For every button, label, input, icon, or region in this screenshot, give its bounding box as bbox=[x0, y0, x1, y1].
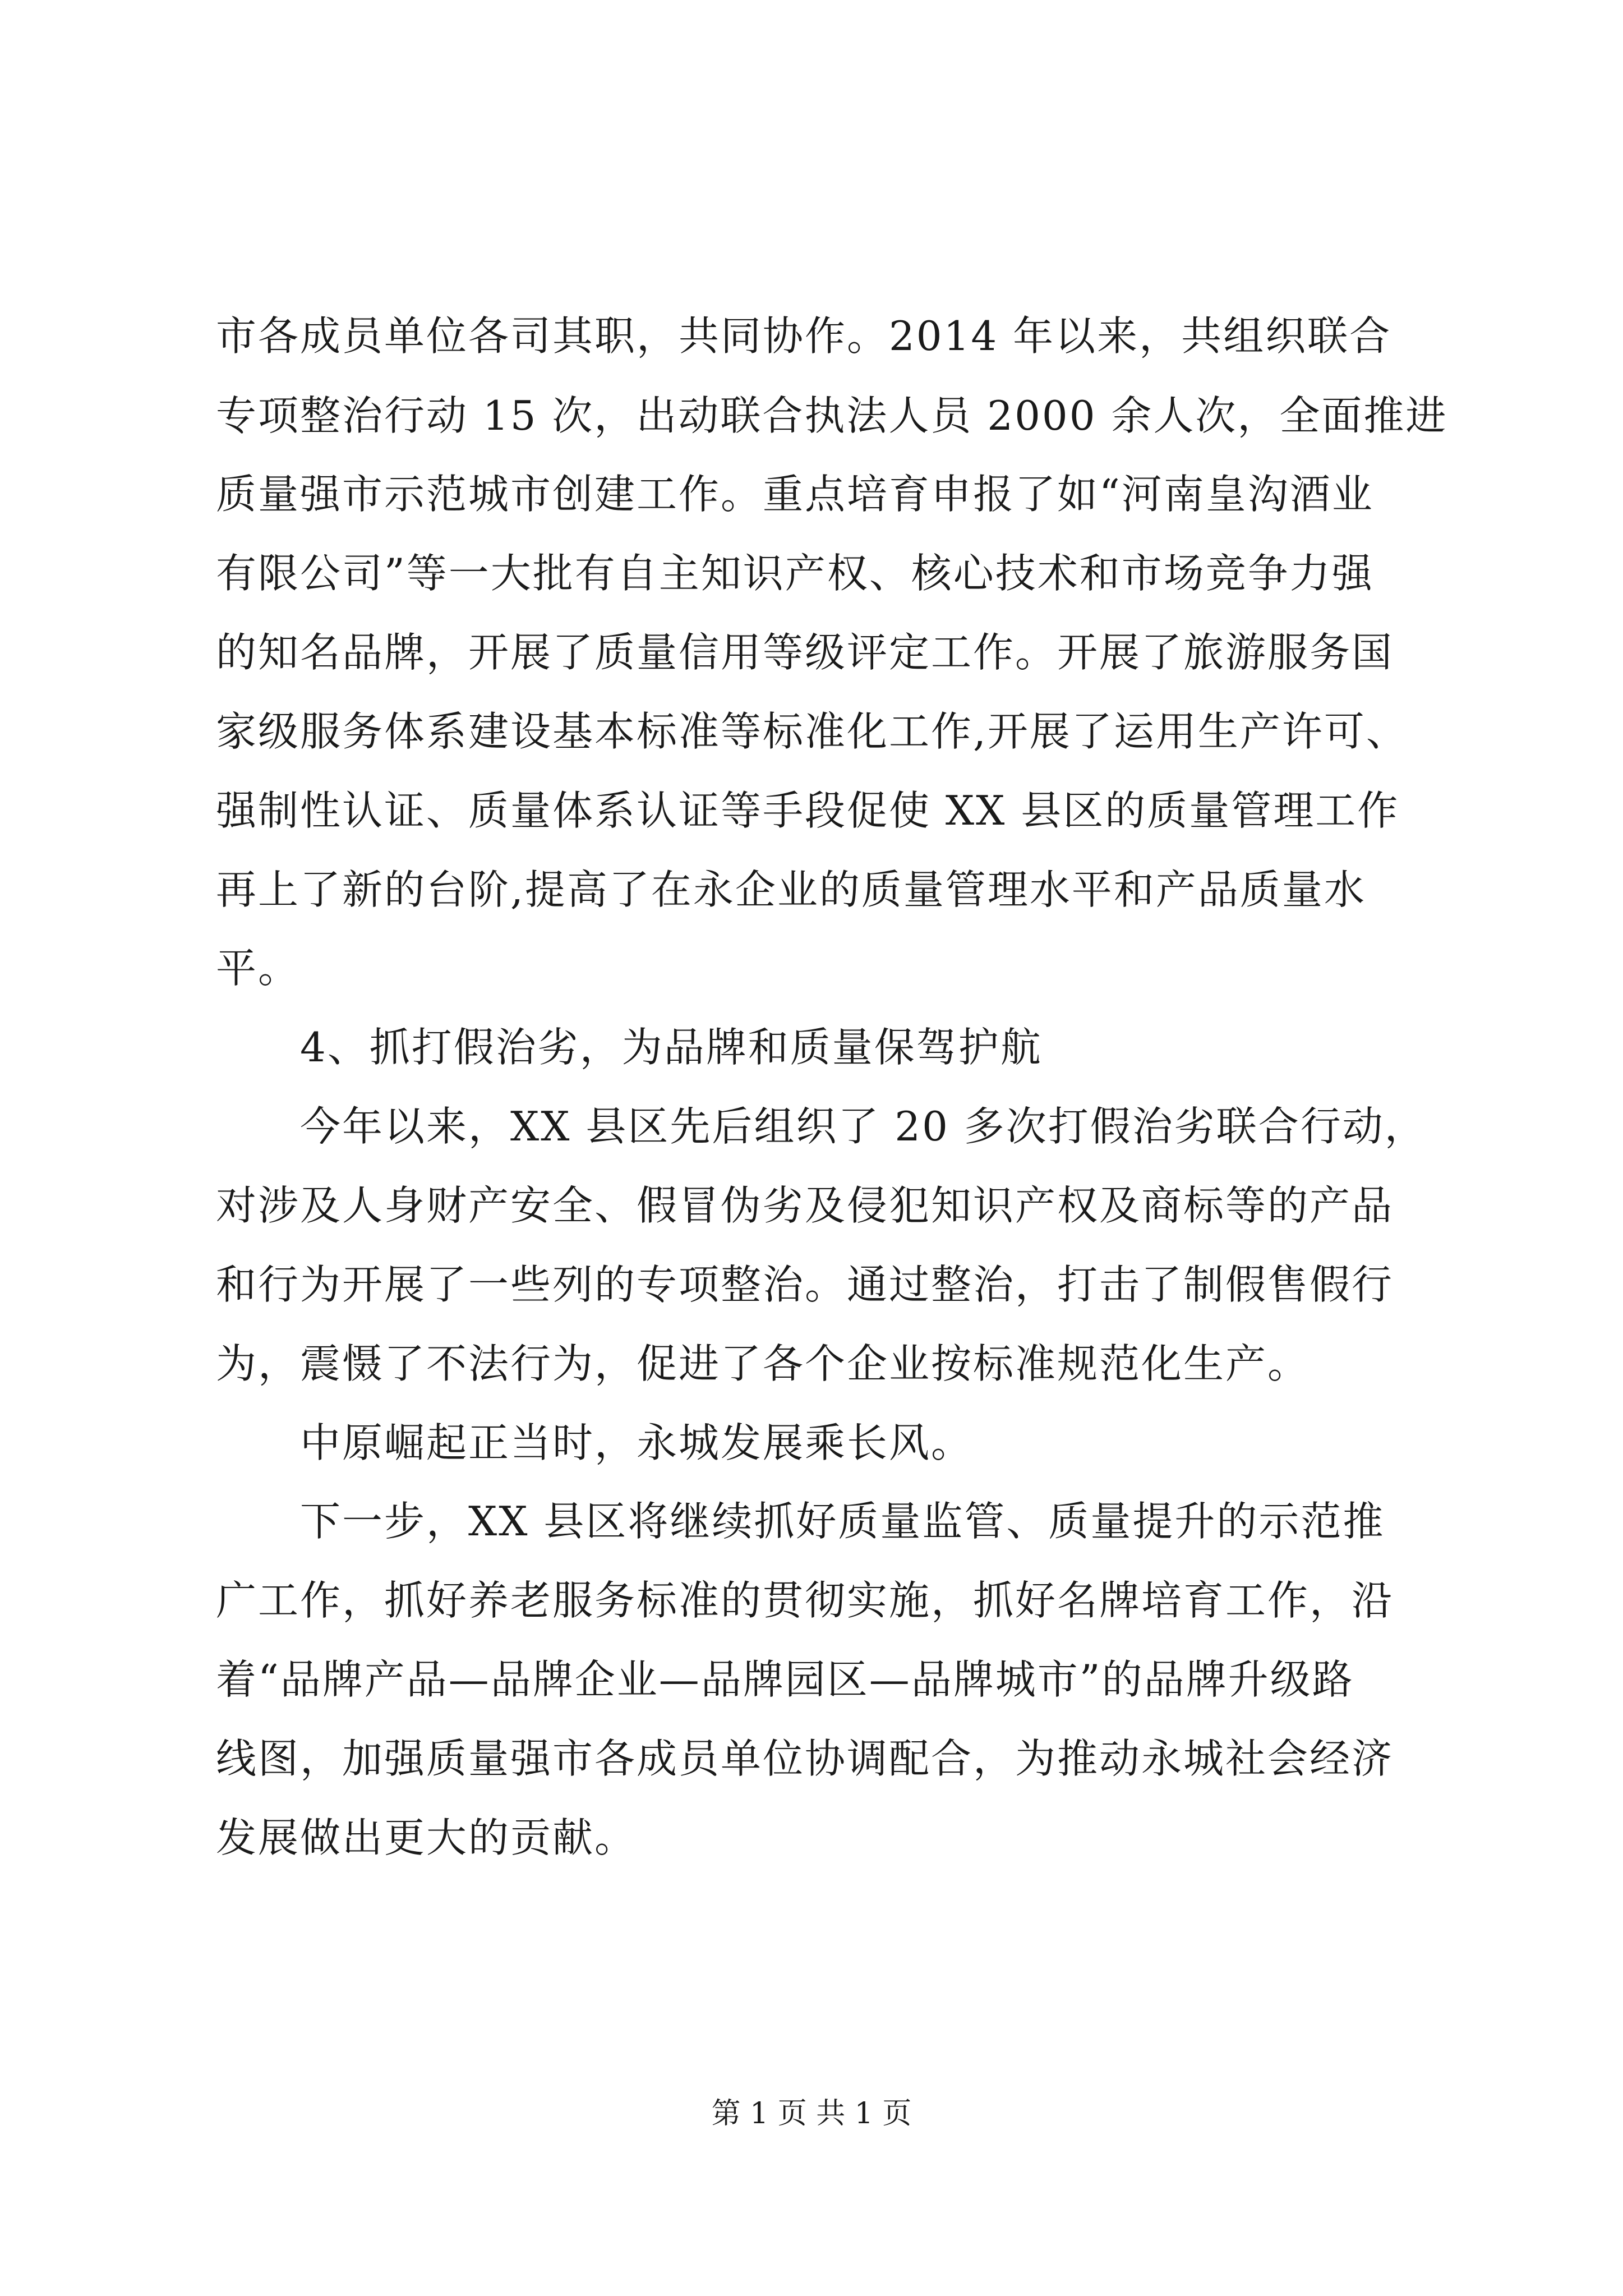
paragraph-1-line-6: 家级服务体系建设基本标准等标准化工作,开展了运用生产许可、 bbox=[216, 708, 1408, 755]
paragraph-2-line-3: 和行为开展了一些列的专项整治。通过整治，打击了制假售假行 bbox=[216, 1261, 1394, 1308]
paragraph-4-line-3: 着“品牌产品—品牌企业—品牌园区—品牌城市”的品牌升级路 bbox=[216, 1656, 1354, 1703]
paragraph-2-line-1: 今年以来，XX 县区先后组织了 20 多次打假治劣联合行动， bbox=[300, 1103, 1427, 1150]
paragraph-1-line-7: 强制性认证、质量体系认证等手段促使 XX 县区的质量管理工作 bbox=[216, 787, 1400, 834]
paragraph-2-line-2: 对涉及人身财产安全、假冒伪劣及侵犯知识产权及商标等的产品 bbox=[216, 1182, 1394, 1229]
section-heading-4: 4、抓打假治劣，为品牌和质量保驾护航 bbox=[300, 1024, 1043, 1071]
paragraph-1-line-3: 质量强市示范城市创建工作。重点培育申报了如“河南皇沟酒业 bbox=[216, 471, 1374, 518]
page-footer: 第 1 页 共 1 页 bbox=[711, 2097, 912, 2131]
paragraph-1-line-2: 专项整治行动 15 次，出动联合执法人员 2000 余人次，全面推进 bbox=[216, 392, 1448, 439]
paragraph-1-line-4: 有限公司”等一大批有自主知识产权、核心技术和市场竞争力强 bbox=[216, 550, 1374, 597]
paragraph-1-line-8: 再上了新的台阶,提高了在永企业的质量管理水平和产品质量水 bbox=[216, 866, 1366, 913]
paragraph-2-line-4: 为，震慑了不法行为，促进了各个企业按标准规范化生产。 bbox=[216, 1340, 1310, 1387]
paragraph-4-line-2: 广工作，抓好养老服务标准的贯彻实施，抓好名牌培育工作，沿 bbox=[216, 1577, 1394, 1624]
paragraph-4-line-5: 发展做出更大的贡献。 bbox=[216, 1814, 637, 1861]
paragraph-1-line-1: 市各成员单位各司其职，共同协作。2014 年以来，共组织联合 bbox=[216, 312, 1392, 360]
paragraph-1-line-5: 的知名品牌，开展了质量信用等级评定工作。开展了旅游服务国 bbox=[216, 629, 1394, 676]
paragraph-1-line-9: 平。 bbox=[216, 945, 301, 992]
paragraph-4-line-4: 线图，加强质量强市各成员单位协调配合，为推动永城社会经济 bbox=[216, 1735, 1394, 1782]
paragraph-4-line-1: 下一步，XX 县区将继续抓好质量监管、质量提升的示范推 bbox=[300, 1498, 1385, 1545]
paragraph-3: 中原崛起正当时，永城发展乘长风。 bbox=[300, 1419, 974, 1466]
